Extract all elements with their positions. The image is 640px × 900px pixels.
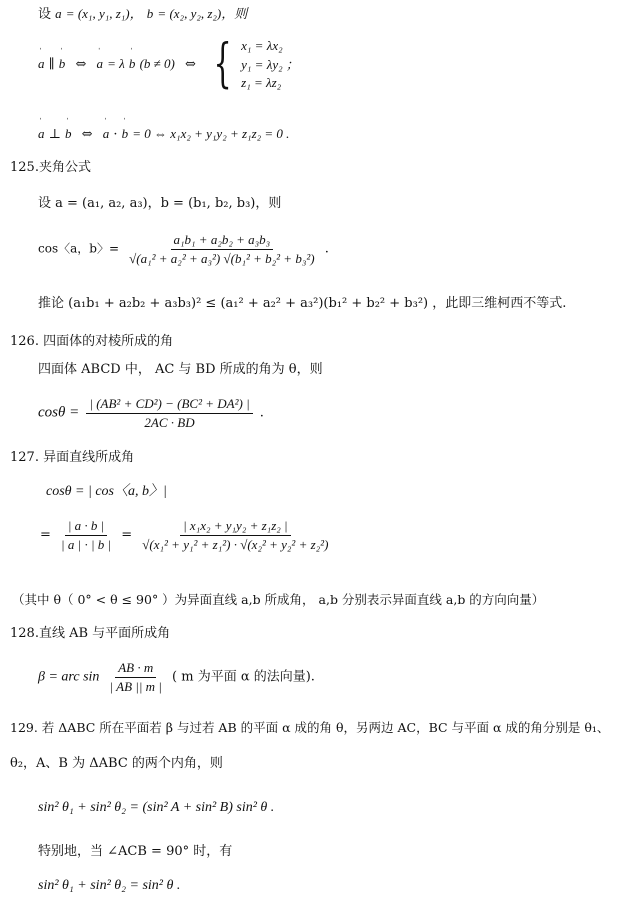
perp-equation: = 0 ⇔ x₁x₂ + y₁y₂ + z₁z₂ = 0 . bbox=[132, 126, 290, 141]
left-brace: { bbox=[213, 34, 232, 95]
normal-vector-note: ( m 为平面 α 的法向量). bbox=[172, 669, 315, 685]
parallel-symbol: ∥ bbox=[48, 56, 55, 72]
fraction-numerator: | x₁x₂ + y₁y₂ + z₁z₂ | bbox=[180, 518, 291, 536]
iff-symbol: ⇔ bbox=[185, 56, 196, 72]
fraction-denominator: √(a₁² + a₂² + a₃²) √(b₁² + b₂² + b₃²) bbox=[129, 250, 315, 266]
coordinate-fraction bbox=[139, 518, 331, 552]
vector-a: ˈ a bbox=[103, 126, 110, 142]
perp-symbol: ⊥ bbox=[48, 127, 61, 142]
skew-angle-note: （其中 θ（ 0° < θ ≤ 90° ）为异面直线 a,b 所成角， a,b 分别表示异面直线 a,b 的方向向量） bbox=[12, 592, 545, 607]
fraction-numerator: a₁b₁ + a₂b₂ + a₃b₃ bbox=[171, 232, 274, 250]
section-129-special-case: 特别地，当 ∠ACB = 90° 时，有 bbox=[38, 844, 233, 859]
parallel-condition-line bbox=[38, 34, 299, 95]
vector-b: ˈ b bbox=[122, 126, 129, 142]
angle-fraction bbox=[126, 232, 317, 266]
equals-sign: = bbox=[40, 527, 51, 543]
vector-a: ˈ a bbox=[38, 56, 45, 72]
vector-b: ˈ b bbox=[59, 56, 66, 72]
section-129-line2: θ₂，A、B 为 ΔABC 的两个内角，则 bbox=[10, 756, 223, 771]
formula-period: . bbox=[324, 241, 329, 257]
vector-a: ˈ a bbox=[55, 6, 62, 22]
vector-a-coords: = (x₁, y₁, z₁)， bbox=[65, 6, 143, 21]
cos-theta-abs: cosθ = | cos〈a, b〉| bbox=[46, 484, 167, 499]
section-128-heading: 128.直线 AB 与平面所成角 bbox=[10, 626, 171, 641]
line-plane-fraction bbox=[107, 660, 165, 694]
perpendicular-condition-line bbox=[38, 126, 289, 143]
section-125-heading: 125.夹角公式 bbox=[10, 160, 91, 175]
fraction-denominator: √(x₁² + y₁² + z₁²) · √(x₂² + y₂² + z₂²) bbox=[142, 536, 329, 552]
angle-formula bbox=[38, 232, 329, 266]
section-126-intro: 四面体 ABCD 中， AC 与 BD 所成的角为 θ，则 bbox=[38, 362, 323, 377]
section-129-formula2: sin² θ₁ + sin² θ₂ = sin² θ . bbox=[38, 878, 181, 893]
tetra-fraction bbox=[86, 396, 252, 430]
fraction-numerator: | (AB² + CD²) − (BC² + DA²) | bbox=[86, 396, 252, 414]
beta-arcsin: β = arc sin bbox=[38, 669, 100, 685]
section-129-formula: sin² θ₁ + sin² θ₂ = (sin² A + sin² B) sin² θ . bbox=[38, 800, 275, 815]
cos-theta-lhs: cosθ = bbox=[38, 404, 80, 421]
equals-sign: = bbox=[121, 527, 133, 543]
fraction-numerator: AB · m bbox=[115, 660, 156, 678]
section-127-heading: 127. 异面直线所成角 bbox=[10, 450, 135, 465]
text-prefix: 设 bbox=[38, 7, 52, 22]
vector-b-coords: = (x₂, y₂, z₂)，则 bbox=[157, 6, 248, 21]
skew-angle-line1 bbox=[46, 484, 167, 501]
cos-label: cos〈a，b〉= bbox=[38, 241, 119, 256]
vector-fraction bbox=[58, 518, 114, 552]
section-129-line1: 129. 若 ΔABC 所在平面若 β 与过若 AB 的平面 α 成的角 θ，另两边 AC，BC 与平面 α 成的角分别是 θ₁、 bbox=[10, 720, 610, 735]
section-126-heading: 126. 四面体的对棱所成的角 bbox=[10, 334, 174, 349]
lambda-eq: = λ bbox=[107, 55, 125, 71]
vector-a: ˈ a bbox=[38, 126, 45, 142]
section-125-definition: 设 a = (a₁, a₂, a₃)，b = (b₁, b₂, b₃)，则 bbox=[38, 196, 282, 211]
tetrahedron-formula bbox=[38, 396, 264, 430]
dot-symbol: · bbox=[113, 127, 118, 142]
line-plane-formula bbox=[38, 660, 315, 694]
nonzero-condition: (b ≠ 0) bbox=[139, 55, 175, 71]
equation-system bbox=[206, 34, 299, 95]
fraction-numerator: | a · b | bbox=[65, 518, 107, 536]
vector-b: ˈ b bbox=[65, 126, 72, 142]
system-row-y: y₁ = λy₂ ； bbox=[241, 56, 299, 72]
vector-a: ˈ a bbox=[96, 56, 103, 72]
system-row-z: z₁ = λz₂ bbox=[241, 75, 282, 91]
vector-b: ˈ b bbox=[147, 6, 154, 22]
skew-angle-formula bbox=[40, 518, 334, 552]
cauchy-corollary: 推论 (a₁b₁ + a₂b₂ + a₃b₃)² ≤ (a₁² + a₂² + a₃²)(b₁² + b₂² + b₃²) ，此即三维柯西不等式. bbox=[38, 296, 567, 311]
formula-period: . bbox=[259, 405, 264, 421]
fraction-denominator: 2AC · BD bbox=[144, 414, 195, 430]
vector-definition-line bbox=[38, 6, 247, 23]
fraction-denominator: | a | · | b | bbox=[61, 536, 112, 552]
vector-b: ˈ b bbox=[129, 56, 136, 72]
fraction-denominator: | AB || m | bbox=[109, 678, 162, 694]
iff-symbol: ⇔ bbox=[75, 56, 87, 72]
system-row-x: x₁ = λx₂ bbox=[241, 38, 283, 53]
iff-symbol: ⇔ bbox=[81, 127, 93, 142]
